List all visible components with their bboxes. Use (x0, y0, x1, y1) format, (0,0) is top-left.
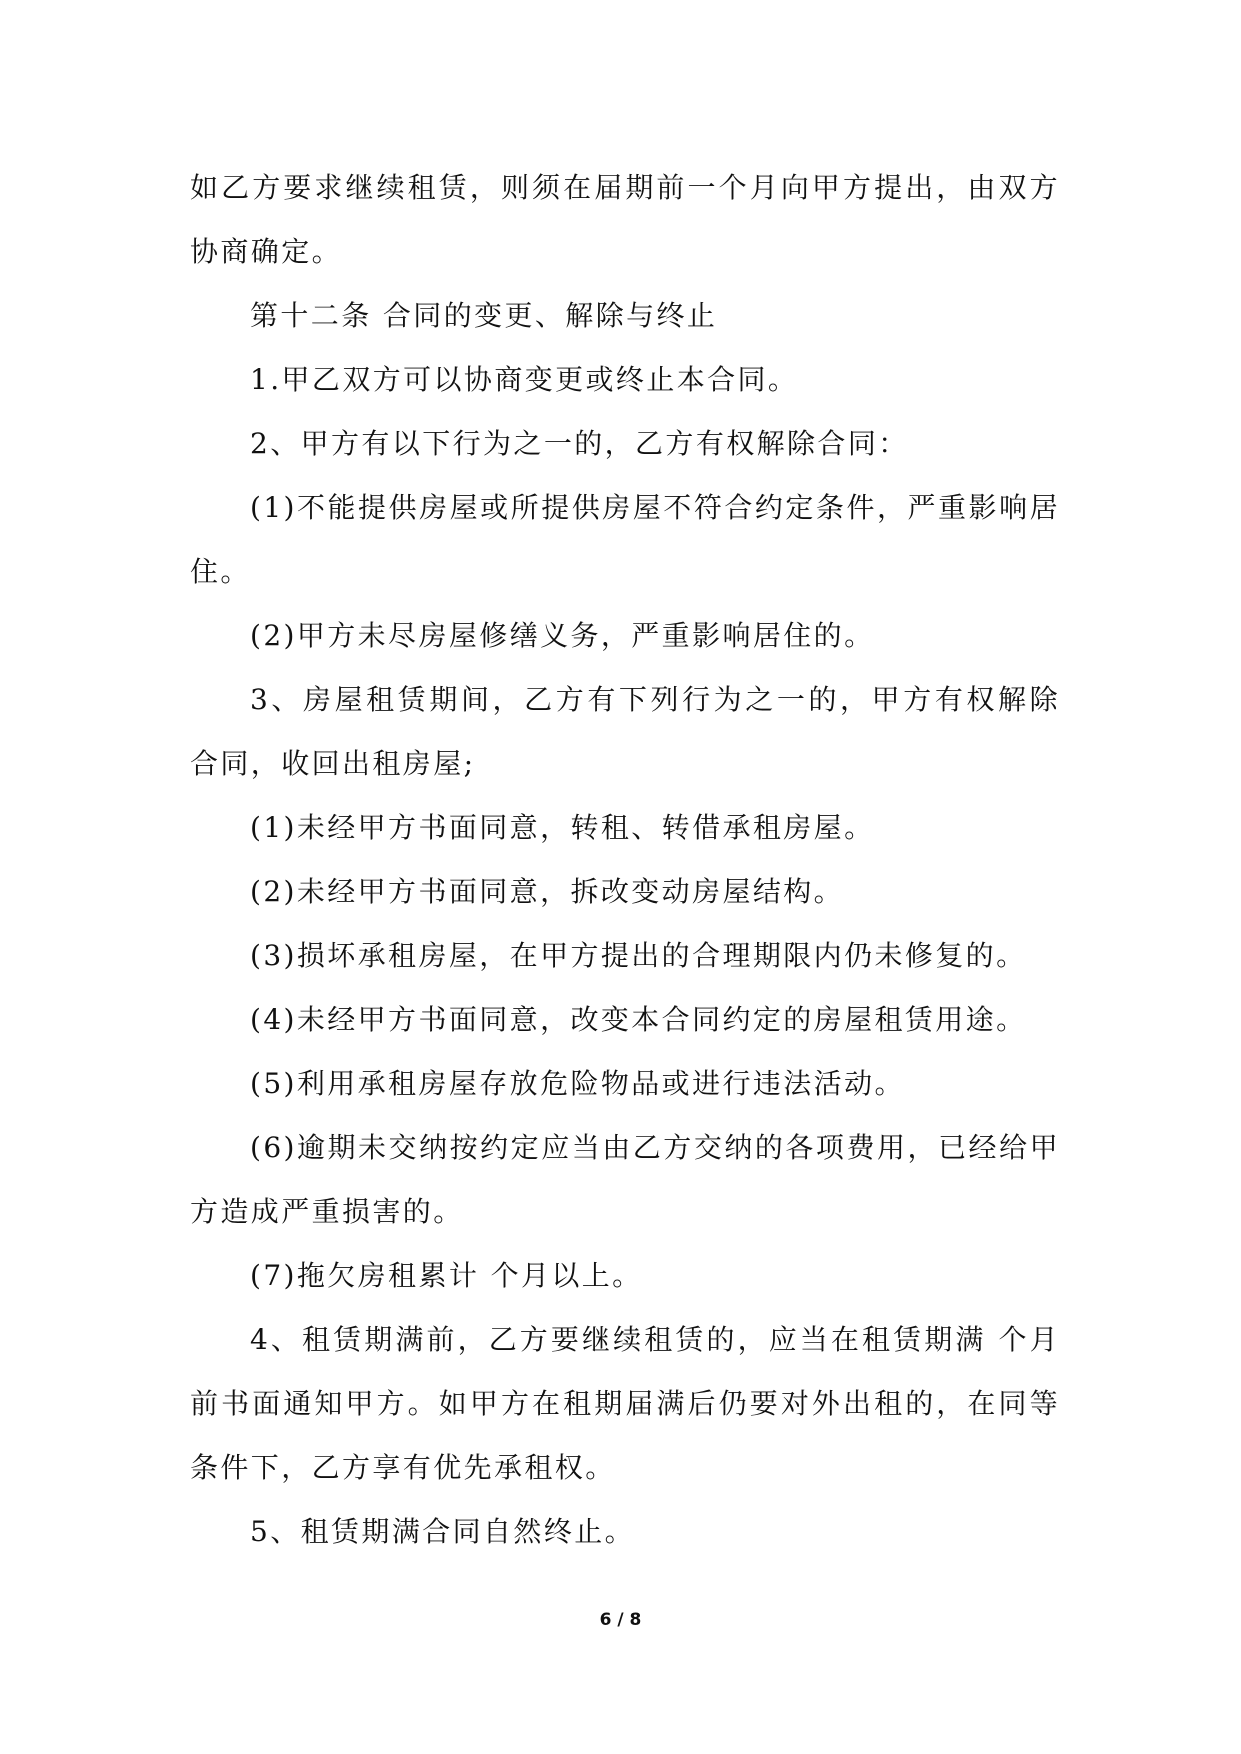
article-12-heading: 第十二条 合同的变更、解除与终止 (250, 299, 718, 332)
clause-2-item-1: (1)不能提供房屋或所提供房屋不符合约定条件，严重影响居住。 (190, 491, 1060, 588)
clause-4: 4、租赁期满前，乙方要继续租赁的，应当在租赁期满 个月前书面通知甲方。如甲方在租期届满后仍要对外出租的，在同等条件下，乙方享有优先承租权。 (190, 1323, 1060, 1484)
clause-1: 1.甲乙双方可以协商变更或终止本合同。 (250, 363, 799, 396)
clause-3-item-2: (2)未经甲方书面同意，拆改变动房屋结构。 (250, 875, 845, 908)
clause-5: 5、租赁期满合同自然终止。 (250, 1515, 636, 1548)
clause-3-item-5: (5)利用承租房屋存放危险物品或进行违法活动。 (250, 1067, 905, 1100)
clause-2-item-2: (2)甲方未尽房屋修缮义务，严重影响居住的。 (250, 619, 875, 652)
clause-2: 2、甲方有以下行为之一的，乙方有权解除合同： (250, 427, 909, 460)
clause-3-item-4: (4)未经甲方书面同意，改变本合同约定的房屋租赁用途。 (250, 1003, 1027, 1036)
clause-3-item-3: (3)损坏承租房屋，在甲方提出的合理期限内仍未修复的。 (250, 939, 1027, 972)
clause-3-item-6: (6)逾期未交纳按约定应当由乙方交纳的各项费用，已经给甲方造成严重损害的。 (190, 1131, 1060, 1228)
clause-3-item-1: (1)未经甲方书面同意，转租、转借承租房屋。 (250, 811, 875, 844)
page-number: 6 / 8 (599, 1610, 642, 1630)
paragraph-continuation: 如乙方要求继续租赁，则须在届期前一个月向甲方提出，由双方协商确定。 (190, 171, 1060, 268)
clause-3-item-7: (7)拖欠房租累计 个月以上。 (250, 1259, 643, 1292)
clause-3: 3、房屋租赁期间，乙方有下列行为之一的，甲方有权解除合同，收回出租房屋; (190, 683, 1060, 780)
document-body (190, 156, 1060, 1564)
